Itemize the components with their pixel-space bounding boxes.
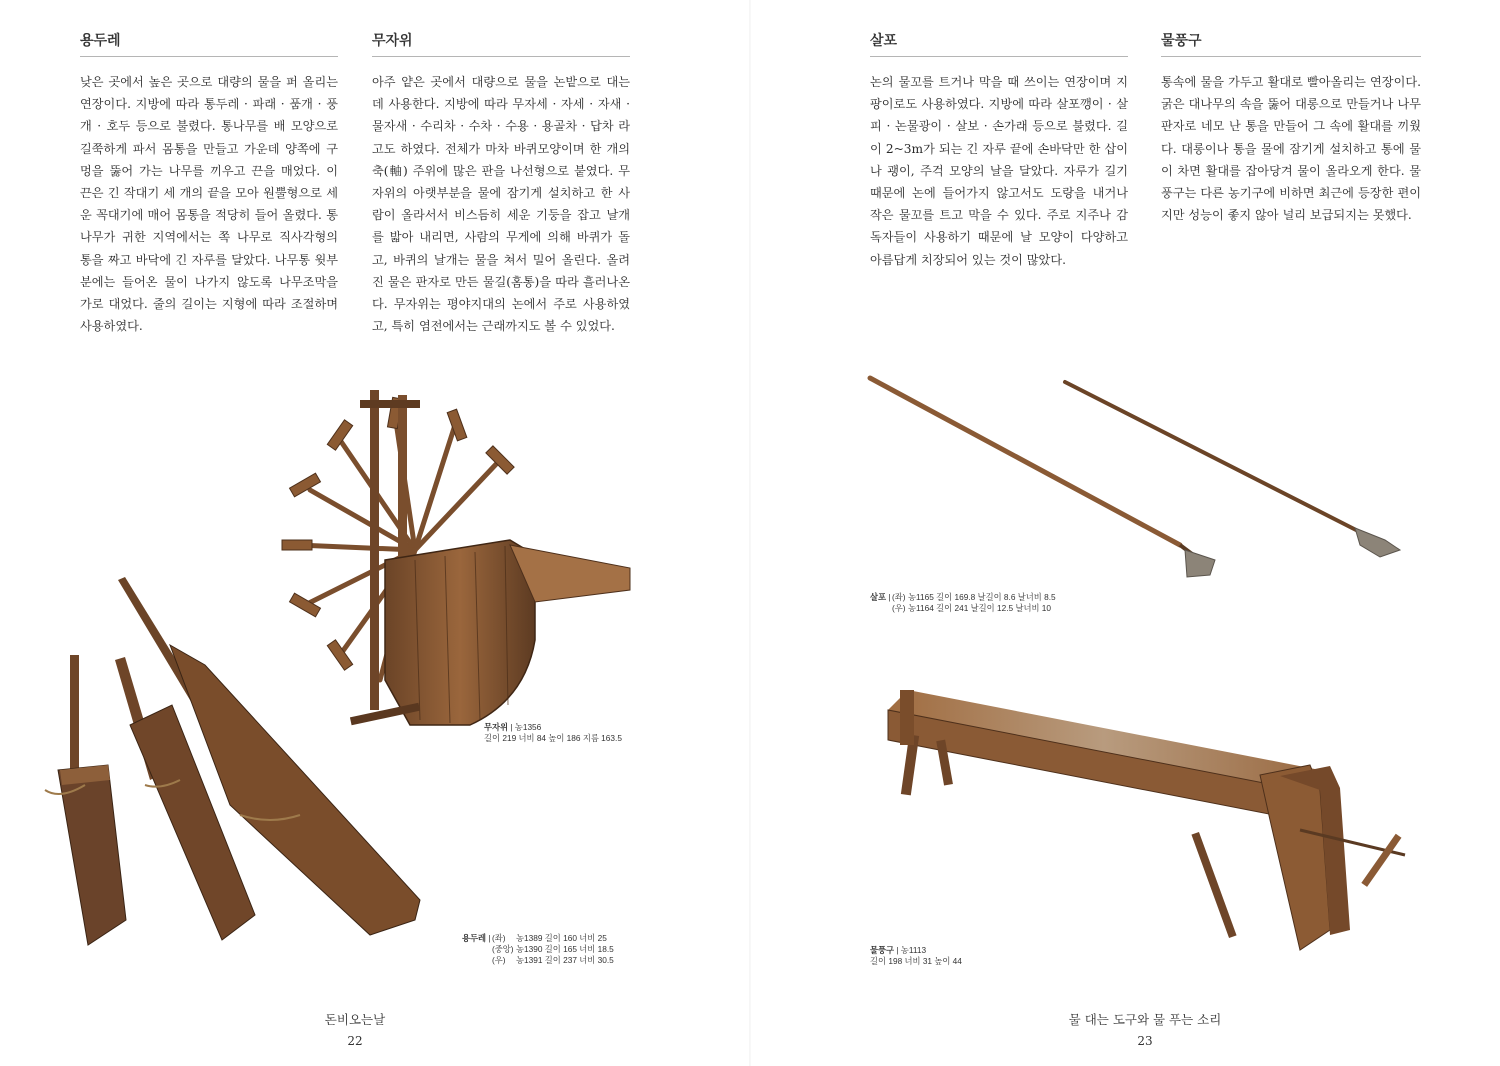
section-body: 낮은 곳에서 높은 곳으로 대량의 물을 퍼 올리는 연장이다. 지방에 따라 통두레 · 파래 · 품개 · 풍개 · 호두 등으로 불렸다. 통나무를 배 모양으로 길쭉하게 파서 몸통을 만들고 가운데 양쪽에 구멍을 뚫어 가는 나무를 끼우고 끈을 매었다. 이 끈은 긴 작대기 세 개의 끝을 모아 원뿔형으로 세운 꼭대기에 매어 몸통을 적당히 들어 올렸다. 통나무가 귀한 지역에서는 쪽 나무로 직사각형의 통을 짜고 바닥에 긴 자루를 달았다. 나무통 윗부분에는 들어온 물이 나가지 않도록 나무조막을 가로 대었다. 줄의 길이는 지형에 따라 조절하며 사용하였다.	[80, 75, 338, 334]
page-number: 22	[347, 1034, 363, 1048]
section-yongdure	[80, 30, 338, 337]
caption-row: (좌) 농1165 길이 169.8 날길이 8.6 날너비 8.5	[892, 592, 1056, 602]
footer-right	[1035, 1010, 1255, 1048]
caption-id: | 농1356	[508, 722, 542, 732]
caption-name: 물풍구	[870, 945, 895, 955]
section-body: 논의 물꼬를 트거나 막을 때 쓰이는 연장이며 지팡이로도 사용하였다. 지방에 따라 살포깽이 · 살피 · 논물광이 · 살보 · 손가래 등으로 불렸다. 길이 2~3m가 되는 긴 자루 끝에 손바닥만 한 삽이나 괭이, 주걱 모양의 날을 달았다. 자루가 길기 때문에 논에 들어가지 않고서도 도랑을 내거나 작은 물꼬를 트고 막을 수 있다. 주로 지주나 감독자들이 사용하기 때문에 날 모양이 다양하고 아름답게 치장되어 있는 것이 많았다.	[870, 75, 1128, 267]
page-number: 23	[1137, 1034, 1153, 1048]
footer-left	[245, 1010, 465, 1048]
caption-name: 용두레	[462, 933, 487, 943]
section-mulpunggu	[1161, 30, 1421, 226]
caption-row: (좌) 농1389 길이 160 너비 25	[492, 933, 607, 943]
caption-row: (우) 농1164 길이 241 날길이 12.5 날너비 10	[892, 603, 1052, 613]
section-mujawi	[372, 30, 630, 337]
caption-mulpunggu	[870, 945, 962, 967]
mulpunggu-photo	[880, 680, 1440, 960]
running-title: 돈비오는날	[324, 1012, 386, 1027]
right-page	[750, 0, 1500, 1066]
section-body: 통속에 물을 가두고 활대로 빨아올리는 연장이다. 굵은 대나무의 속을 뚫어 대롱으로 만들거나 나무판자로 네모 난 통을 만들어 그 속에 활대를 끼웠다. 대롱이나 통을 물에 잠기게 설치하고 통에 물이 차면 활대를 잡아당겨 물이 올라오게 한다. 물풍구는 다른 농기구에 비하면 최근에 등장한 편이지만 성능이 좋지 않아 널리 보급되지는 못했다.	[1161, 75, 1421, 223]
caption-name: 무자위	[484, 722, 509, 732]
section-heading: 용두레	[80, 30, 338, 57]
section-heading: 물풍구	[1161, 30, 1421, 57]
section-heading: 살포	[870, 30, 1128, 57]
section-salpo	[870, 30, 1128, 271]
salpo-photo	[860, 370, 1420, 590]
caption-yongdure: 용두레 | (좌) 농1389 길이 160 너비 25 (중앙) 농1390 길이 165 너비 18.5 (우) 농1391 길이 237 너비 30.5	[462, 933, 614, 965]
caption-dimensions: 길이 198 너비 31 높이 44	[870, 956, 962, 966]
section-body: 아주 얕은 곳에서 대량으로 물을 논밭으로 대는 데 사용한다. 지방에 따라 무자세 · 자세 · 자새 · 물자새 · 수리차 · 수차 · 수용 · 용골차 · 답차 라고도 하였다. 전체가 마차 바퀴모양이며 한 개의 축(軸) 주위에 많은 판을 나선형으로 붙였다. 무자위의 아랫부분을 물에 잠기게 설치하고 한 사람이 올라서서 비스듬히 세운 기둥을 잡고 날개를 밟아 내리면, 사람의 무게에 의해 바퀴가 돌고, 바퀴의 날개는 물을 쳐서 밀어 올린다. 올려진 물은 판자로 만든 물길(홈통)을 따라 흘러나온다. 무자위는 평야지대의 논에서 주로 사용하였고, 특히 염전에서는 근래까지도 볼 수 있었다.	[372, 75, 630, 334]
running-title: 물 대는 도구와 물 푸는 소리	[1068, 1012, 1222, 1027]
yongdure-photo	[30, 575, 430, 955]
caption-mujawi	[484, 722, 622, 744]
caption-dimensions: 길이 219 너비 84 높이 186 지름 163.5	[484, 733, 622, 743]
caption-name: 살포	[870, 592, 887, 602]
caption-id: | 농1113	[894, 945, 927, 955]
section-heading: 무자위	[372, 30, 630, 57]
caption-row: (중앙) 농1390 길이 165 너비 18.5	[492, 944, 614, 954]
caption-row: (우) 농1391 길이 237 너비 30.5	[492, 955, 614, 965]
caption-salpo: 살포 | (좌) 농1165 길이 169.8 날길이 8.6 날너비 8.5 (우) 농1164 길이 241 날길이 12.5 날너비 10	[870, 592, 1056, 613]
